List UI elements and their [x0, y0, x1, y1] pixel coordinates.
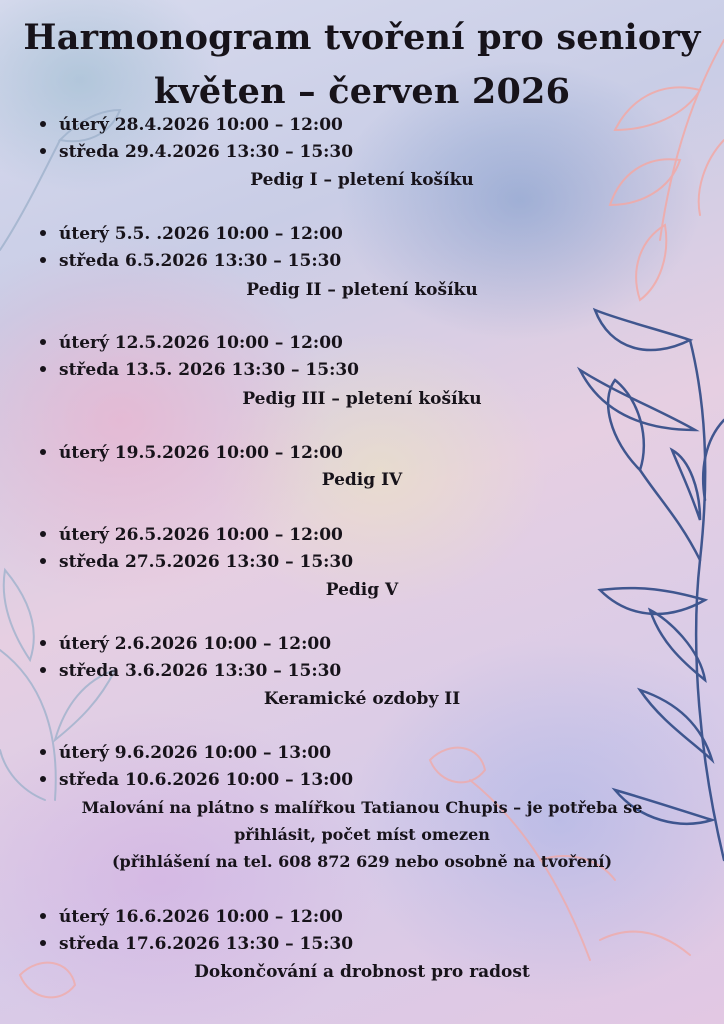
bullet-icon: [40, 121, 46, 127]
activity-note: (přihlášení na tel. 608 872 629 nebo osobně na tvoření): [111, 852, 613, 871]
schedule-date-row: středa 29.4.2026 13:30 – 15:30: [40, 141, 353, 163]
schedule-date-row: úterý 5.5. .2026 10:00 – 12:00: [40, 223, 343, 245]
schedule-date-row: úterý 2.6.2026 10:00 – 12:00: [40, 633, 331, 655]
bullet-icon: [40, 531, 46, 537]
activity-title: Dokončování a drobnost pro radost: [194, 962, 530, 982]
activity-title: Pedig II – pletení košíku: [246, 280, 478, 300]
schedule-date-row: úterý 9.6.2026 10:00 – 13:00: [40, 742, 331, 764]
schedule-date-row: středa 17.6.2026 13:30 – 15:30: [40, 933, 353, 955]
schedule-date-row: středa 3.6.2026 13:30 – 15:30: [40, 660, 341, 682]
activity-title: Pedig I – pletení košíku: [250, 170, 474, 190]
bullet-icon: [40, 913, 46, 919]
activity-note: přihlásit, počet míst omezen: [234, 825, 490, 844]
page-subtitle: květen – červen 2026: [153, 71, 571, 112]
bullet-icon: [40, 230, 46, 236]
schedule-date-row: středa 27.5.2026 13:30 – 15:30: [40, 551, 353, 573]
schedule-date-row: středa 10.6.2026 10:00 – 13:00: [40, 769, 353, 791]
bullet-icon: [40, 449, 46, 455]
schedule-date-row: úterý 16.6.2026 10:00 – 12:00: [40, 906, 343, 928]
bullet-icon: [40, 749, 46, 755]
activity-title: Pedig III – pletení košíku: [242, 389, 482, 409]
schedule-date-row: středa 6.5.2026 13:30 – 15:30: [40, 250, 341, 272]
activity-title: Pedig IV: [321, 470, 403, 490]
activity-title: Pedig V: [325, 580, 399, 600]
bullet-icon: [40, 640, 46, 646]
activity-title: Keramické ozdoby II: [263, 689, 461, 709]
bullet-icon: [40, 667, 46, 673]
schedule-date-row: úterý 12.5.2026 10:00 – 12:00: [40, 332, 343, 354]
bullet-icon: [40, 776, 46, 782]
activity-title: Malování na plátno s malířkou Tatianou Chupis – je potřeba se: [81, 798, 643, 817]
bullet-icon: [40, 339, 46, 345]
bullet-icon: [40, 366, 46, 372]
schedule-date-row: úterý 26.5.2026 10:00 – 12:00: [40, 524, 343, 546]
schedule-date-row: středa 13.5. 2026 13:30 – 15:30: [40, 359, 359, 381]
schedule-date-row: úterý 28.4.2026 10:00 – 12:00: [40, 114, 343, 136]
bullet-icon: [40, 148, 46, 154]
bullet-icon: [40, 558, 46, 564]
bullet-icon: [40, 940, 46, 946]
bullet-icon: [40, 257, 46, 263]
schedule-date-row: úterý 19.5.2026 10:00 – 12:00: [40, 442, 343, 464]
page-title: Harmonogram tvoření pro seniory: [23, 17, 701, 58]
